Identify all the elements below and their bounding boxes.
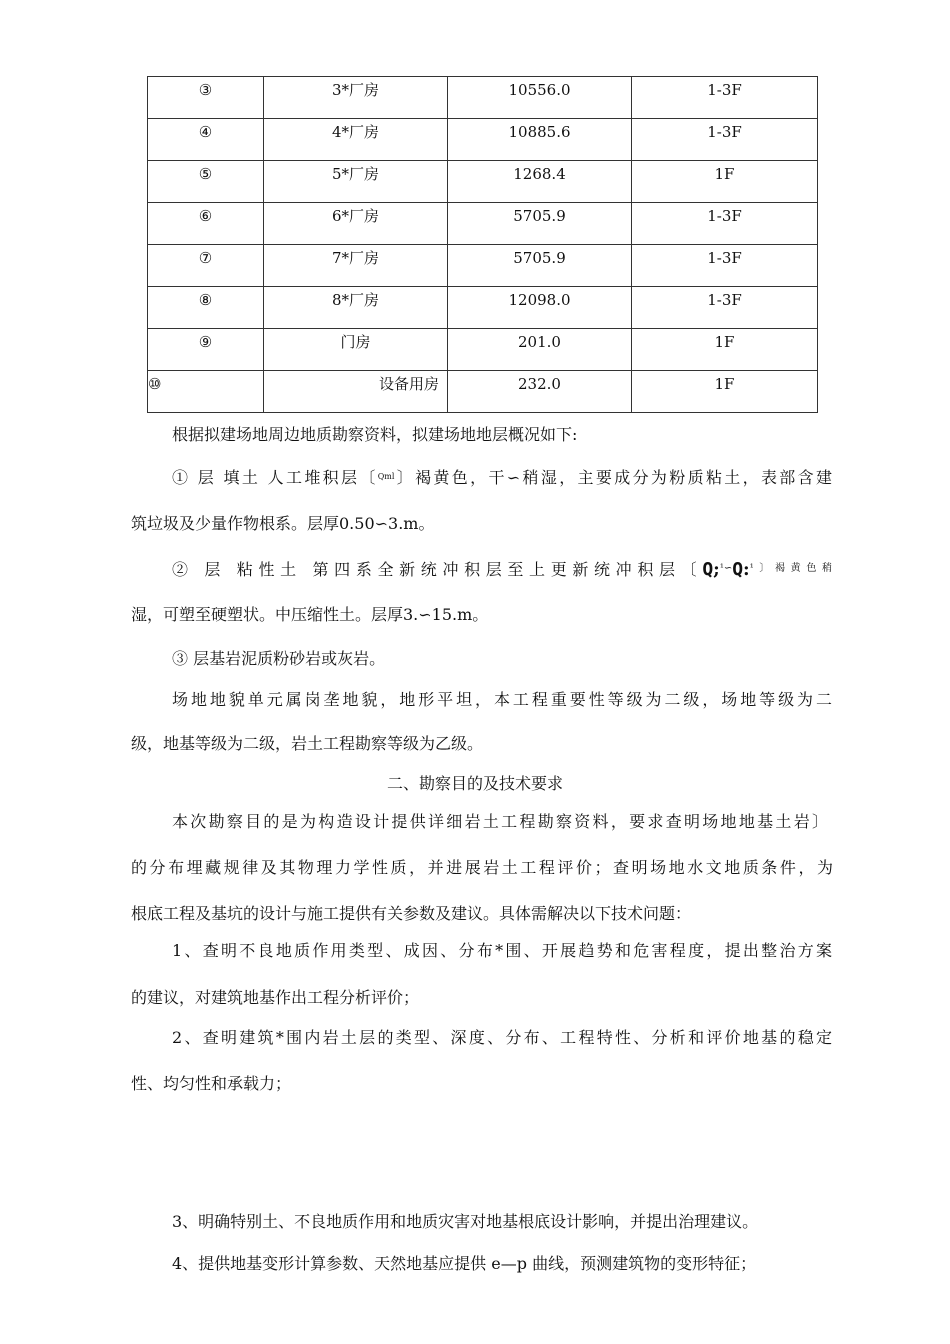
item1-line1: 1、查明不良地质作用类型、成因、分布*围、开展趋势和危害程度，提出整治方案: [172, 941, 832, 960]
building-name: 门房: [264, 329, 448, 371]
building-area: 10556.0: [448, 77, 632, 119]
layer2-q2: Q: [732, 559, 744, 580]
purpose-line2: 的分布埋藏规律及其物理力学性质，并进展岩土工程评价；查明场地水文地质条件，为: [131, 858, 833, 877]
table-row: [148, 245, 818, 287]
building-floors: 1F: [632, 371, 818, 413]
building-floors: 1-3F: [632, 77, 818, 119]
building-floors: 1-3F: [632, 203, 818, 245]
item3-paragraph: 3、明确特别土、不良地质作用和地质灾害对地基根底设计影响，并提出治理建议。: [172, 1212, 759, 1231]
building-name: 6*厂房: [264, 203, 448, 245]
building-table: [147, 76, 818, 413]
building-area: 5705.9: [448, 203, 632, 245]
table-row: [148, 161, 818, 203]
geo-line2: 级，地基等级为二级，岩土工程勘察等级为乙级。: [131, 734, 484, 753]
table-row: [148, 371, 818, 413]
layer1-text-a: ① 层 填土 人工堆积层〔: [172, 468, 378, 487]
layer1-text-b: 〕褐黄色，干∽稍湿，主要成分为粉质粘土，表部含建: [394, 468, 832, 487]
building-area: 201.0: [448, 329, 632, 371]
row-number: ④: [148, 119, 264, 161]
layer2-line2: 湿，可塑至硬塑状。中压缩性土。层厚3.∽15.m。: [131, 605, 489, 624]
layer1-line1: [172, 467, 832, 488]
purpose-line3: 根底工程及基坑的设计与施工提供有关参数及建议。具体需解决以下技术问题：: [131, 904, 692, 923]
building-floors: 1-3F: [632, 119, 818, 161]
building-area: 10885.6: [448, 119, 632, 161]
layer1-line2: 筑垃圾及少量作物根系。层厚0.50∽3.m。: [131, 514, 435, 533]
section-heading: 二、勘察目的及技术要求: [386, 774, 563, 793]
intro-paragraph: 根据拟建场地周边地质勘察资料，拟建场地地层概况如下:: [172, 425, 578, 444]
item2-line1: 2、查明建筑*围内岩土层的类型、深度、分布、工程特性、分析和评价地基的稳定: [172, 1028, 832, 1047]
building-name: 5*厂房: [264, 161, 448, 203]
building-area: 12098.0: [448, 287, 632, 329]
building-floors: 1-3F: [632, 287, 818, 329]
layer2-mid: ¹∽: [719, 563, 733, 574]
item1-line2: 的建议，对建筑地基作出工程分析评价；: [131, 988, 420, 1007]
building-name: 3*厂房: [264, 77, 448, 119]
layer3-paragraph: ③ 层基岩泥质粉砂岩或灰岩。: [172, 649, 386, 668]
row-number: ⑦: [148, 245, 264, 287]
building-floors: 1F: [632, 329, 818, 371]
table-row: [148, 119, 818, 161]
building-name: 4*厂房: [264, 119, 448, 161]
table-row: [148, 77, 818, 119]
purpose-line1: 本次勘察目的是为构造设计提供详细岩土工程勘察资料，要求查明场地地基土岩〕: [172, 812, 828, 831]
row-number: ⑥: [148, 203, 264, 245]
layer2-text-a: ② 层 粘性土 第四系全新统冲积层至上更新统冲积层〔: [172, 560, 703, 579]
row-number: ⑤: [148, 161, 264, 203]
row-number: ⑧: [148, 287, 264, 329]
building-floors: 1F: [632, 161, 818, 203]
building-name: 8*厂房: [264, 287, 448, 329]
building-area: 232.0: [448, 371, 632, 413]
row-number: ⑨: [148, 329, 264, 371]
building-area: 5705.9: [448, 245, 632, 287]
layer2-q1: Q: [702, 559, 714, 580]
layer2-line1: ② 层 粘性土 第四系全新统冲积层至上更新统冲积层〔Q;$^{^1∽}$Q:$^{^1〕褐黄色稍}$: [172, 559, 832, 580]
row-number: ⑩: [148, 371, 264, 413]
item2-line2: 性、均匀性和承载力；: [131, 1074, 292, 1093]
building-name: 7*厂房: [264, 245, 448, 287]
table-row: [148, 287, 818, 329]
table-row: [148, 329, 818, 371]
table-row: [148, 203, 818, 245]
layer1-subscript: Qml: [377, 472, 395, 481]
building-name: 设备用房: [264, 371, 448, 413]
geo-line1: 场地地貌单元属岗垄地貌，地形平坦，本工程重要性等级为二级，场地等级为二: [172, 690, 832, 709]
layer2-text-b: ¹〕褐黄色稍: [749, 563, 832, 574]
building-area: 1268.4: [448, 161, 632, 203]
row-number: ③: [148, 77, 264, 119]
building-floors: 1-3F: [632, 245, 818, 287]
item4-paragraph: 4、提供地基变形计算参数、天然地基应提供 e—p 曲线，预测建筑物的变形特征；: [172, 1254, 757, 1273]
